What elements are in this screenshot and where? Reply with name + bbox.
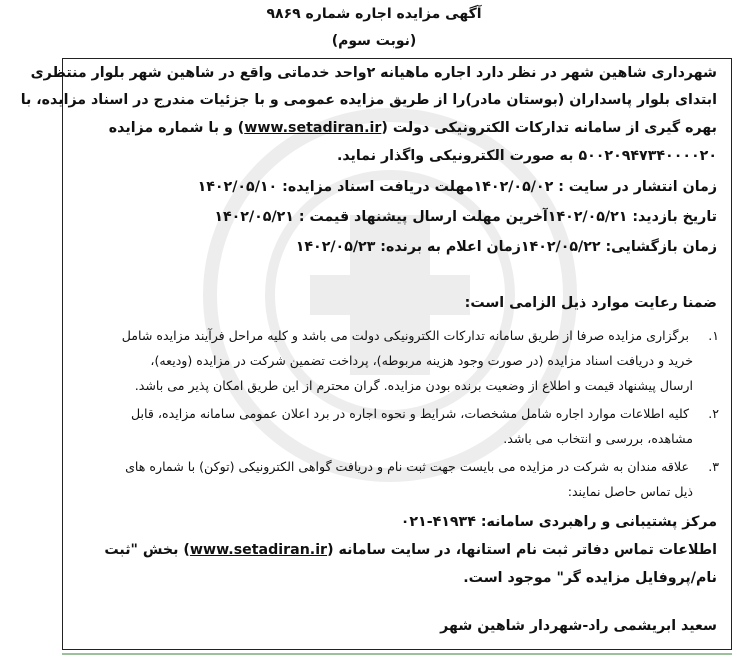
item-number: ۳. [708, 459, 719, 474]
item-text: خرید و دریافت اسناد مزایده (در صورت وجود هزینه مربوطه)، پرداخت تضمین شرکت در مزایده (ودیعه)، [150, 353, 693, 368]
signature: سعید ابریشمی راد-شهردار شاهین شهر [440, 618, 717, 634]
paragraph-text: ) بخش "ثبت [104, 542, 190, 558]
item-text: مشاهده، بررسی و انتخاب می باشد. [503, 431, 693, 446]
requirement-item [125, 459, 719, 474]
item-text: علاقه مندان به شرکت در مزایده می بایست جهت ثبت نام و دریافت گواهی الکترونیکی (توکن) با شماره های [125, 459, 689, 474]
requirement-item [131, 406, 719, 421]
visit-date: تاریخ بازدید: ۱۴۰۲/۰۵/۲۱آخرین مهلت ارسال پیشنهاد قیمت : ۱۴۰۲/۰۵/۲۱ [214, 209, 717, 225]
notice-title: آگهی مزایده اجاره شماره ۹۸۶۹ [266, 6, 482, 22]
notice-frame [20, 58, 732, 650]
provinces-info [104, 542, 717, 558]
requirement-item [122, 328, 719, 343]
paragraph-line: شهرداری شاهین شهر در نظر دارد اجاره ماهیانه ۲واحد خدماتی واقع در شاهین شهر بلوار منتظری [30, 65, 717, 81]
bottom-rule [62, 653, 732, 655]
paragraph-text: اطلاعات تماس دفاتر ثبت نام استانها، در سایت سامانه ( [327, 542, 717, 558]
item-text: برگزاری مزایده صرفا از طریق سامانه تدارکات الکترونیکی دولت می باشد و کلیه مراحل فرآیند مزایده شامل [121, 328, 689, 343]
paragraph-text: بهره گیری از سامانه تدارکات الکترونیکی دولت ( [381, 120, 717, 136]
setadiran-link[interactable]: www.setadiran.ir [244, 120, 382, 136]
item-text: ارسال پیشنهاد قیمت و اطلاع از وضعیت برنده بودن مزایده. گران محترم از این طریق امکان پذیر می باشد. [134, 378, 693, 393]
item-text: کلیه اطلاعات موارد اجاره شامل مشخصات، شرایط و نحوه اجاره در برد اعلان عمومی سامانه مزایده، قابل [131, 406, 689, 421]
paragraph-text: ) و با شماره مزایده [108, 120, 245, 136]
item-text: ذیل تماس حاصل نمایند: [567, 484, 693, 499]
provinces-info: نام/پروفایل مزایده گر" موجود است. [463, 570, 717, 586]
paragraph-line: ۵۰۰۲۰۹۴۷۳۴۰۰۰۰۲۰ به صورت الکترونیکی واگذار نماید. [336, 148, 717, 164]
item-number: ۱. [708, 328, 719, 343]
requirements-heading: ضمنا رعایت موارد ذیل الزامی است: [464, 295, 717, 311]
support-center: مرکز پشتیبانی و راهبردی سامانه: ۴۱۹۳۴-۰۲۱ [400, 514, 717, 530]
setadiran-link[interactable]: www.setadiran.ir [189, 542, 328, 558]
opening-date: زمان بازگشایی: ۱۴۰۲/۰۵/۲۲زمان اعلام به برنده: ۱۴۰۲/۰۵/۲۳ [295, 239, 717, 255]
paragraph-line [109, 120, 717, 136]
publish-date: زمان انتشار در سایت : ۱۴۰۲/۰۵/۰۲مهلت دریافت اسناد مزایده: ۱۴۰۲/۰۵/۱۰ [197, 179, 717, 195]
notice-round: (نوبت سوم) [331, 33, 417, 49]
item-number: ۲. [708, 406, 719, 421]
paragraph-line: ابتدای بلوار پاسداران (بوستان مادر)را از طریق مزایده عمومی و با جزئیات مندرج در اسناد مزایده، با [20, 92, 717, 108]
